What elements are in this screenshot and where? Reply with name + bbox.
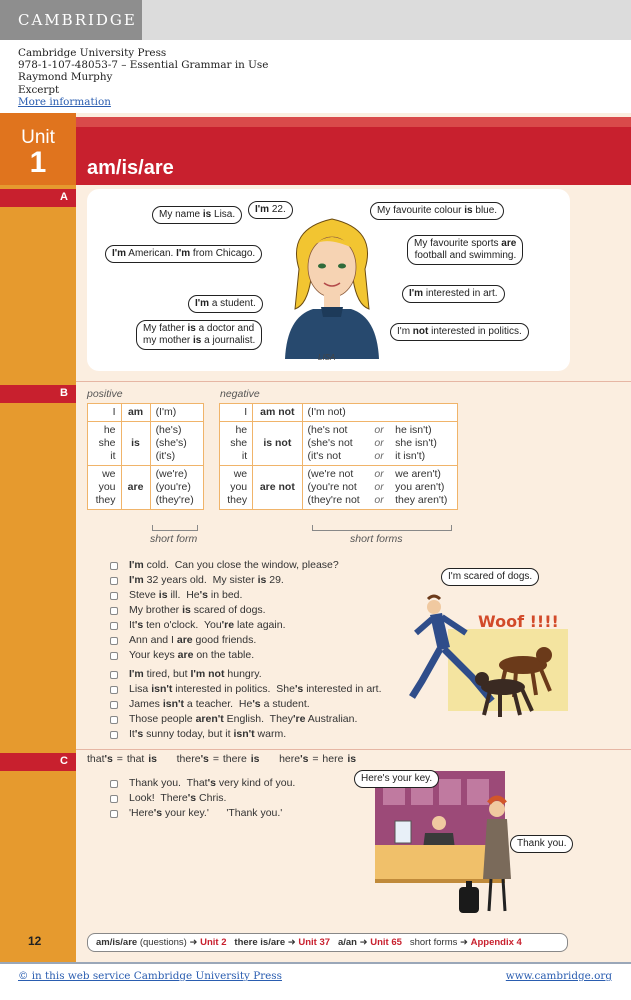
publisher-line: Cambridge University Press xyxy=(18,47,167,59)
section-divider-b xyxy=(76,381,631,382)
ref-there-is-are: there is/are xyxy=(234,937,286,948)
subject-cell: I xyxy=(220,404,253,422)
sentence-text: a teacher. He xyxy=(184,698,253,710)
unit-number: 1 xyxy=(29,146,47,179)
section-a-tag: A xyxy=(0,189,76,207)
bubble-american: I'm American. I'm from Chicago. xyxy=(105,245,262,263)
sentence-text: Look! There xyxy=(129,792,188,804)
or-cell: or or or xyxy=(369,466,390,510)
sentence-text: here xyxy=(259,753,301,765)
verb-form: aren't xyxy=(195,713,224,725)
cross-reference-box: am/is/are (questions) ➜ Unit 2 there is/are ➜ Unit 37 a/an ➜ Unit 65 short forms ➜ Appendix 4 xyxy=(87,933,568,952)
contractions-line xyxy=(87,753,356,765)
short-forms-label: short forms xyxy=(350,533,403,545)
sentence-text: that xyxy=(87,753,105,765)
table-row xyxy=(88,466,204,510)
short-cell: (we're not (you're not (they're not xyxy=(302,466,369,510)
sentence-text: interested in art. xyxy=(303,683,382,695)
page-number: 12 xyxy=(28,934,42,948)
verb-form: are xyxy=(177,649,194,661)
example-sentence xyxy=(110,618,339,633)
bubble-father: My father is a doctor and my mother is a journalist. xyxy=(136,320,262,350)
short-cell: (I'm) xyxy=(150,404,203,422)
short-cell: (he's not (she's not (it's not xyxy=(302,422,369,466)
sentence-text: there xyxy=(157,753,201,765)
grammar-page xyxy=(0,113,631,962)
verb-form: 's xyxy=(252,698,261,710)
table-row xyxy=(220,466,458,510)
verb-form: I'm xyxy=(129,559,144,571)
isbn-title-line: 978-1-107-48053-7 – Essential Grammar in Use xyxy=(18,59,269,72)
arrow-icon: ➜ xyxy=(287,937,296,948)
verb-form: isn't xyxy=(151,683,173,695)
sentence-text: ill. He xyxy=(167,589,200,601)
verb-form: 's xyxy=(294,683,304,695)
verb-form: 're xyxy=(293,713,306,725)
examples-negative xyxy=(110,667,382,742)
arrow-icon: ➜ xyxy=(189,937,198,948)
example-sentence xyxy=(110,791,295,806)
positive-table xyxy=(87,403,204,510)
checkbox-icon xyxy=(110,701,118,709)
checkbox-icon xyxy=(110,671,118,679)
checkbox-icon xyxy=(110,577,118,585)
bottom-divider xyxy=(0,962,631,964)
verb-form: 're xyxy=(221,619,235,631)
checkbox-icon xyxy=(110,731,118,739)
more-information-link[interactable]: More information xyxy=(18,95,111,108)
sentence-text: 32 years old. My sister xyxy=(143,574,258,586)
section-a-panel xyxy=(87,189,570,371)
sentence-text: Those people xyxy=(129,713,196,725)
checkbox-icon xyxy=(110,607,118,615)
sentence-text: sunny today, but it xyxy=(143,728,234,740)
unit-word: Unit xyxy=(21,127,55,148)
checkbox-icon xyxy=(110,810,118,818)
arrow-icon: ➜ xyxy=(359,937,368,948)
checkbox-icon xyxy=(110,686,118,694)
example-sentence xyxy=(110,588,339,603)
sentence-text: Chris. xyxy=(196,792,227,804)
woof-text: Woof !!!! xyxy=(478,612,559,631)
sentence-text: interested in politics. She xyxy=(172,683,295,695)
lisa-caption: LISA xyxy=(318,353,336,362)
verb-form: isn't xyxy=(162,698,185,710)
sentence-text: your key.' 'Thank you.' xyxy=(162,807,283,819)
table-row xyxy=(88,422,204,466)
checkbox-icon xyxy=(110,592,118,600)
sentence-text: cold. Can you close the window, please? xyxy=(143,559,339,571)
left-margin-column xyxy=(0,113,76,962)
verb-form: 's xyxy=(134,619,144,631)
verb-cell: is xyxy=(121,422,150,466)
short-forms-bracket xyxy=(312,525,452,531)
unit-box xyxy=(0,113,76,185)
table-row xyxy=(88,404,204,422)
verb-form: I'm not xyxy=(190,668,225,680)
sentence-text: James xyxy=(129,698,163,710)
bubble-heres-your-key: Here's your key. xyxy=(354,770,439,788)
sentence-text: Thank you. That xyxy=(129,777,208,789)
verb-form: 's xyxy=(153,807,163,819)
sentence-text: Your keys xyxy=(129,649,178,661)
verb-form: 's xyxy=(134,728,144,740)
checkbox-icon xyxy=(110,780,118,788)
copyright-link[interactable]: © in this web service Cambridge University Press xyxy=(18,970,282,982)
lisa-illustration xyxy=(277,209,387,359)
or-cell: or or or xyxy=(369,422,390,466)
short-cell: (we're) (you're) (they're) xyxy=(150,466,203,510)
bubble-age: I'm 22. xyxy=(248,201,293,219)
sentence-text: scared of dogs. xyxy=(190,604,266,616)
sentence-text: on the table. xyxy=(193,649,255,661)
link-unit-65[interactable]: Unit 65 xyxy=(370,937,402,948)
checkbox-icon xyxy=(110,716,118,724)
subject-cell: he she it xyxy=(88,422,122,466)
sentence-text: Steve xyxy=(129,589,159,601)
verb-form: is xyxy=(347,753,357,765)
verb-form: I'm xyxy=(129,574,144,586)
verb-form: is xyxy=(257,574,267,586)
link-unit-2[interactable]: Unit 2 xyxy=(200,937,227,948)
example-sentence xyxy=(110,697,382,712)
short-cell: (I'm not) xyxy=(302,404,457,422)
section-c-tag: C xyxy=(0,753,76,771)
checkbox-icon xyxy=(110,562,118,570)
verb-cell: am not xyxy=(253,404,302,422)
checkbox-icon xyxy=(110,622,118,630)
verb-form: 's xyxy=(187,792,197,804)
sentence-text: Lisa xyxy=(129,683,152,695)
example-sentence xyxy=(110,667,382,682)
example-sentence xyxy=(110,727,382,742)
example-sentence xyxy=(110,682,382,697)
verb-form: is xyxy=(148,753,158,765)
sentence-text: tired, but xyxy=(143,668,191,680)
verb-form: I'm xyxy=(129,668,144,680)
bubble-colour: My favourite colour is blue. xyxy=(370,202,504,220)
bubble-name: My name is Lisa. xyxy=(152,206,242,224)
positive-label: positive xyxy=(87,388,123,400)
author-line: Raymond Murphy xyxy=(18,71,113,84)
short-cell: we aren't) you aren't) they aren't) xyxy=(390,466,457,510)
verb-form: 's xyxy=(200,753,209,765)
verb-form: is xyxy=(250,753,260,765)
bubble-scared-of-dogs: I'm scared of dogs. xyxy=(441,568,539,586)
short-cell: (he's) (she's) (it's) xyxy=(150,422,203,466)
sentence-text: English. They xyxy=(223,713,294,725)
verb-form: 's xyxy=(207,777,216,789)
excerpt-label: Excerpt xyxy=(18,83,60,96)
sentence-text: = that xyxy=(112,753,149,765)
sentence-text: hungry. xyxy=(224,668,262,680)
sentence-text: It xyxy=(129,728,135,740)
sentence-text: late again. xyxy=(234,619,286,631)
verb-cell: is not xyxy=(253,422,302,466)
verb-cell: are not xyxy=(253,466,302,510)
unit-title: am/is/are xyxy=(87,157,174,179)
sentence-text: a student. xyxy=(260,698,310,710)
example-sentence xyxy=(110,603,339,618)
negative-table xyxy=(219,403,458,510)
subject-cell: we you they xyxy=(220,466,253,510)
short-form-bracket xyxy=(152,525,198,531)
verb-form: is xyxy=(158,589,168,601)
verb-form: 's xyxy=(199,589,208,601)
sentence-text: good friends. xyxy=(192,634,257,646)
website-link[interactable]: www.cambridge.org xyxy=(505,970,612,982)
verb-form: isn't xyxy=(233,728,255,740)
examples-positive xyxy=(110,558,339,663)
verb-cell: am xyxy=(121,404,150,422)
sentence-text: My brother xyxy=(129,604,183,616)
bubble-thank-you: Thank you. xyxy=(510,835,573,853)
verb-form: 's xyxy=(300,753,309,765)
checkbox-icon xyxy=(110,652,118,660)
sentence-text: ten o'clock. You xyxy=(143,619,222,631)
verb-form: are xyxy=(176,634,193,646)
cambridge-logo: CAMBRIDGE xyxy=(0,0,142,40)
sentence-text: It xyxy=(129,619,135,631)
bubble-politics: I'm not interested in politics. xyxy=(390,323,529,341)
section-divider-c xyxy=(76,749,631,750)
example-sentence xyxy=(110,633,339,648)
bubble-student: I'm a student. xyxy=(188,295,263,313)
bubble-art: I'm interested in art. xyxy=(402,285,505,303)
table-row xyxy=(220,422,458,466)
verb-cell: are xyxy=(121,466,150,510)
examples-c xyxy=(110,776,295,821)
ref-short-forms: short forms xyxy=(409,937,458,948)
verb-form: 's xyxy=(104,753,113,765)
book-metadata xyxy=(18,47,268,108)
running-man-dogs-illustration xyxy=(408,593,573,723)
short-form-label: short form xyxy=(150,533,198,545)
checkbox-icon xyxy=(110,637,118,645)
sentence-text: warm. xyxy=(254,728,287,740)
bubble-sports: My favourite sports are football and swimming. xyxy=(407,235,523,265)
example-sentence xyxy=(110,776,295,791)
sentence-text: Ann and I xyxy=(129,634,177,646)
sentence-text: Australian. xyxy=(305,713,358,725)
example-sentence xyxy=(110,648,339,663)
negative-label: negative xyxy=(220,388,260,400)
example-sentence xyxy=(110,806,295,821)
link-unit-37[interactable]: Unit 37 xyxy=(298,937,331,948)
verb-form: is xyxy=(182,604,191,616)
ref-am-is-are: am/is/are xyxy=(96,937,138,948)
sentence-text: very kind of you. xyxy=(215,777,296,789)
sentence-text: 'Here xyxy=(129,807,154,819)
sentence-text: = there xyxy=(208,753,251,765)
subject-cell: he she it xyxy=(220,422,253,466)
example-sentence xyxy=(110,558,339,573)
example-sentence xyxy=(110,573,339,588)
link-appendix-4[interactable]: Appendix 4 xyxy=(470,937,522,948)
table-row xyxy=(220,404,458,422)
checkbox-icon xyxy=(110,795,118,803)
example-sentence xyxy=(110,712,382,727)
subject-cell: we you they xyxy=(88,466,122,510)
title-band xyxy=(76,117,631,185)
sentence-text: = here xyxy=(308,753,348,765)
sentence-text: 29. xyxy=(266,574,284,586)
subject-cell: I xyxy=(88,404,122,422)
section-b-tag: B xyxy=(0,385,76,403)
arrow-icon: ➜ xyxy=(460,937,468,948)
ref-a-an: a/an xyxy=(337,937,357,948)
sentence-text: in bed. xyxy=(207,589,243,601)
short-cell: he isn't) she isn't) it isn't) xyxy=(390,422,457,466)
title-band-strip xyxy=(76,117,631,127)
